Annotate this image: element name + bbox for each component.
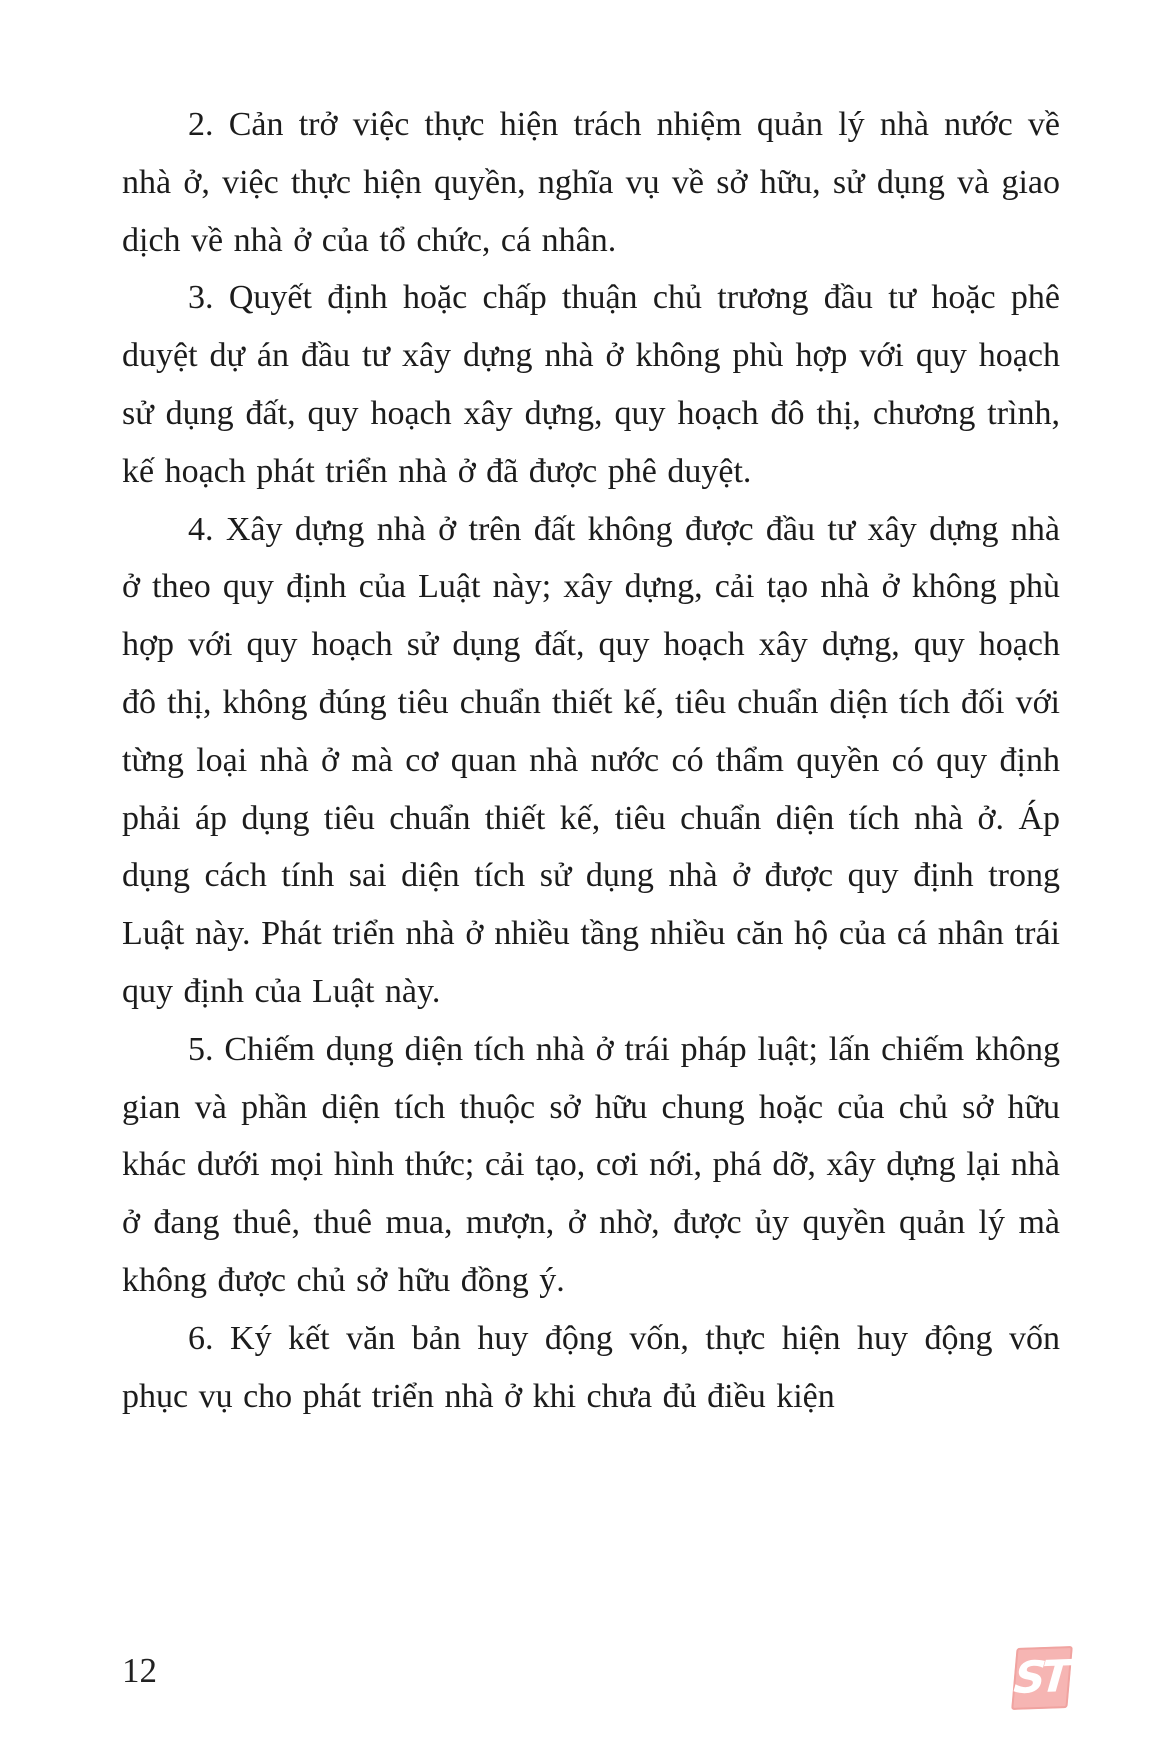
page-number: 12 [122, 1651, 157, 1690]
paragraph: 6. Ký kết văn bản huy động vốn, thực hiện huy động vốn phục vụ cho phát triển nhà ở khi chưa đủ điều kiện [122, 1319, 1060, 1415]
page-footer [0, 1643, 1165, 1723]
body-text [122, 96, 1060, 1425]
paragraph: 4. Xây dựng nhà ở trên đất không được đầu tư xây dựng nhà ở theo quy định của Luật này; xây dựng, cải tạo nhà ở không phù hợp với quy hoạch sử dụng đất, quy hoạch xây dựng, quy hoạch đô thị, không đúng tiêu chuẩn thiết kế, tiêu chuẩn diện tích đối với từng loại nhà ở mà cơ quan nhà nước có thẩm quyền có quy định phải áp dụng tiêu chuẩn thiết kế, tiêu chuẩn diện tích nhà ở. Áp dụng cách tính sai diện tích sử dụng nhà ở được quy định trong Luật này. Phát triển nhà ở nhiều tầng nhiều căn hộ của cá nhân trái quy định của Luật này. [122, 510, 1060, 1010]
paragraph: 3. Quyết định hoặc chấp thuận chủ trương đầu tư hoặc phê duyệt dự án đầu tư xây dựng nhà ở không phù hợp với quy hoạch sử dụng đất, quy hoạch xây dựng, quy hoạch đô thị, chương trình, kế hoạch phát triển nhà ở đã được phê duyệt. [122, 279, 1060, 490]
publisher-logo-letters: ST [1011, 1651, 1069, 1704]
paragraph: 2. Cản trở việc thực hiện trách nhiệm quản lý nhà nước về nhà ở, việc thực hiện quyền, nghĩa vụ về sở hữu, sử dụng và giao dịch về nhà ở của tổ chức, cá nhân. [122, 106, 1060, 259]
paragraph: 5. Chiếm dụng diện tích nhà ở trái pháp luật; lấn chiếm không gian và phần diện tích thuộc sở hữu chung hoặc của chủ sở hữu khác dưới mọi hình thức; cải tạo, cơi nới, phá dỡ, xây dựng lại nhà ở đang thuê, thuê mua, mượn, ở nhờ, được ủy quyền quản lý mà không được chủ sở hữu đồng ý. [122, 1030, 1060, 1299]
publisher-logo-icon [1011, 1646, 1073, 1710]
